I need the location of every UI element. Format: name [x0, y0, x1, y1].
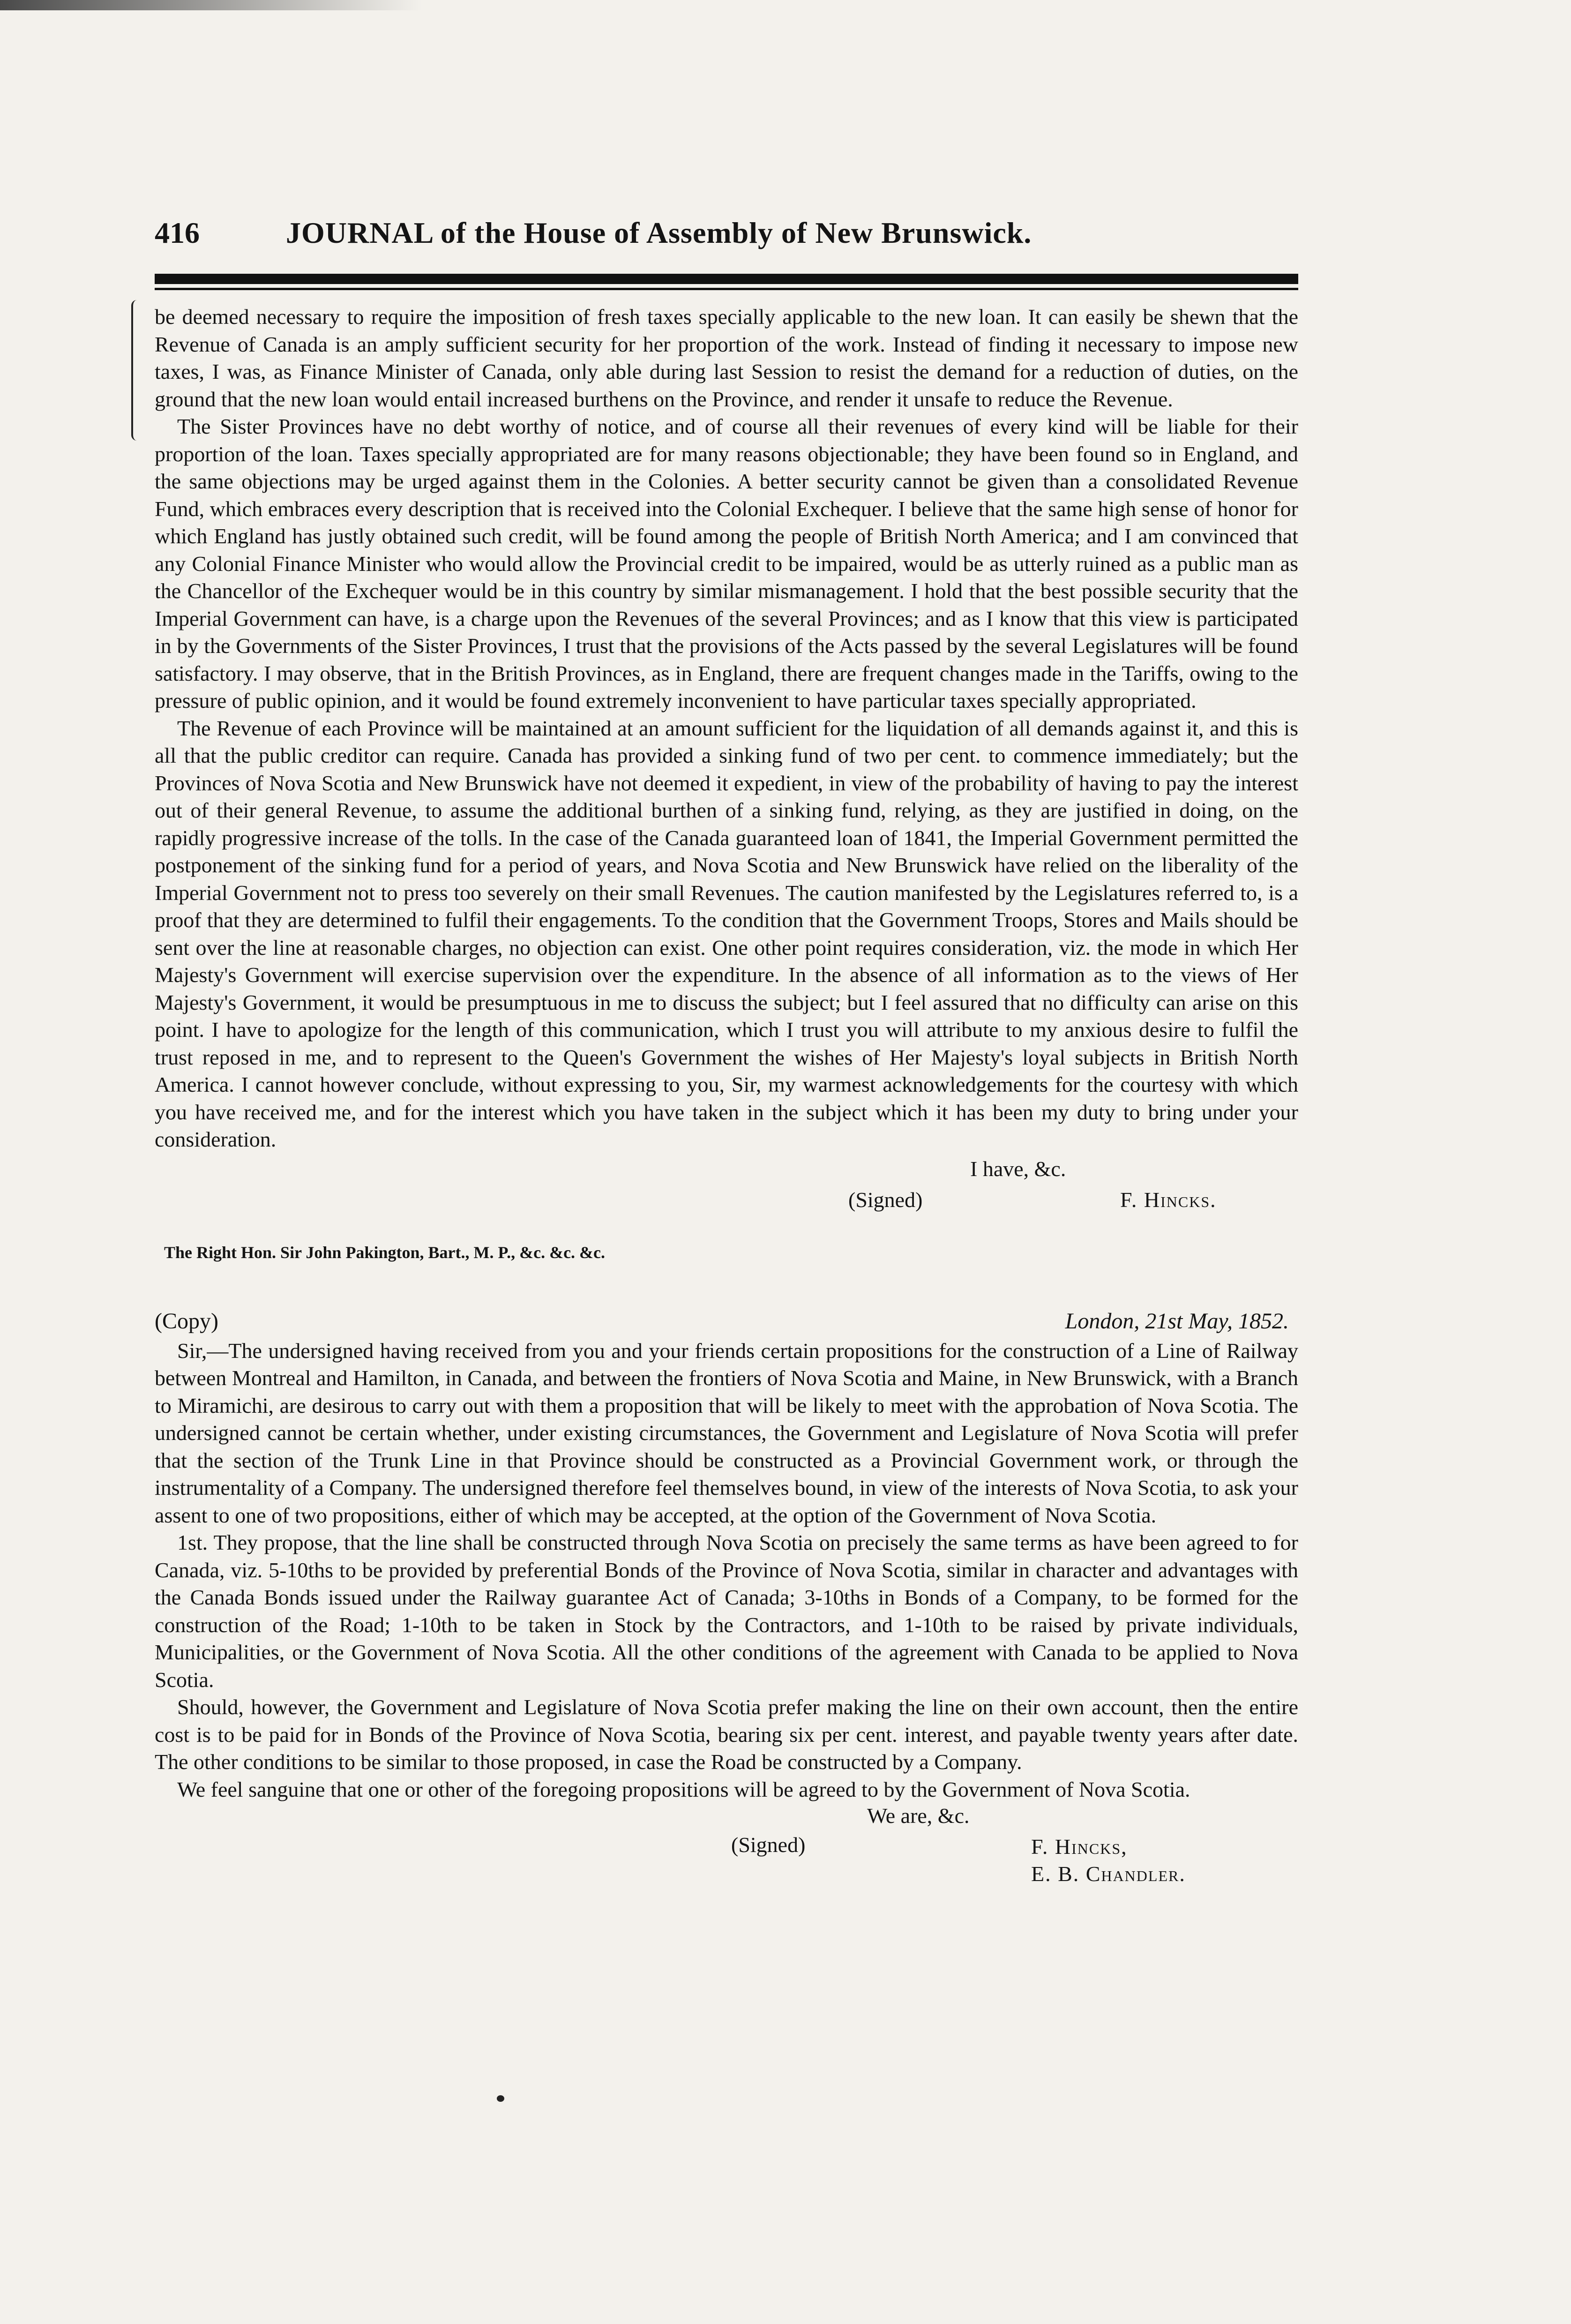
header-rule-thin — [155, 288, 1298, 290]
paragraph: Sir,—The undersigned having received from you and your friends certain propositions for the construction of a Line of Railway between Montreal and Hamilton, in Canada, and between the frontiers of Nova Scotia and Maine, in New Brunswick, with a Branch to Miramichi, are desirous to carry out with them a proposition that will be likely to meet with the approbation of Nova Scotia. The undersigned cannot be certain whether, under existing circumstances, the Government and Legislature of Nova Scotia will prefer that the section of the Trunk Line in that Province should be constructed as a Provincial Government work, or through the instrumentality of a Company. The undersigned therefore feel themselves bound, in view of the interests of Nova Scotia, to ask your assent to one of two propositions, either of which may be accepted, at the option of the Government of Nova Scotia. — [155, 1338, 1298, 1527]
closing-phrase: I have, &c. — [970, 1156, 1066, 1181]
copy-heading — [155, 1308, 1298, 1337]
addressee-line: The Right Hon. Sir John Pakington, Bart., M. P., &c. &c. &c. — [164, 1243, 606, 1262]
margin-pencil-mark — [131, 300, 137, 441]
signatory-name: F. Hincks. — [1120, 1187, 1217, 1212]
signature-block — [155, 1154, 1298, 1243]
paragraph: be deemed necessary to require the imposition of fresh taxes specially applicable to the new loan. It can easily be shewn that the Revenue of Canada is an amply sufficient security for her proportion of the work. Instead of finding it necessary to impose new taxes, I was, as Finance Minister of Canada, only able during last Session to resist the demand for a reduction of duties, on the ground that the new loan would entail increased burthens on the Province, and render it unsafe to reduce the Revenue. — [155, 305, 1298, 411]
page-header — [155, 216, 1298, 267]
ink-dot — [497, 2095, 504, 2102]
signatory-name: F. Hincks, — [1031, 1835, 1128, 1859]
paragraph: 1st. They propose, that the line shall be constructed through Nova Scotia on precisely the same terms as have been agreed to for Canada, viz. 5-10ths to be provided by preferential Bonds of the Province of Nova Scotia, similar in character and advantages with the Canada Bonds issued under the Railway guarantee Act of Canada; 3-10ths in Bonds of a Company, to be formed for the construction of the Road; 1-10th to be taken in Stock by the Contractors, and 1-10th to be raised by private individuals, Municipalities, or the Government of Nova Scotia. All the other conditions of the agreement with Canada to be applied to Nova Scotia. — [155, 1530, 1298, 1692]
paragraph: The Sister Provinces have no debt worthy of notice, and of course all their revenues of every kind will be liable for their proportion of the loan. Taxes specially appropriated are for many reasons objectionable; they have been found so in England, and the same objections may be urged against them in the Colonies. A better security cannot be given than a consolidated Revenue Fund, which embraces every description that is received into the Colonial Exchequer. I believe that the same high sense of honor for which England has justly obtained such credit, will be found among the people of British North America; and I am convinced that any Colonial Finance Minister who would allow the Provincial credit to be impaired, would be as utterly ruined as a public man as the Chancellor of the Exchequer would be in this country by similar mismanagement. I hold that the best possible security that the Imperial Government can have, is a charge upon the Revenues of the several Provinces; and as I know that this view is participated in by the Governments of the Sister Provinces, I trust that the provisions of the Acts passed by the several Legislatures will be found satisfactory. I may observe, that in the British Provinces, as in England, there are frequent changes made in the Tariffs, owing to the pressure of public opinion, and it would be found extremely inconvenient to have particular taxes specially appropriated. — [155, 414, 1298, 712]
signatory-name: E. B. Chandler. — [1031, 1862, 1186, 1886]
running-head: JOURNAL of the House of Assembly of New Brunswick. — [286, 216, 1032, 249]
paragraph: The Revenue of each Province will be maintained at an amount sufficient for the liquidation of all demands against it, and this is all that the public creditor can require. Canada has provided a sinking fund of two per cent. to commence immediately; but the Provinces of Nova Scotia and New Brunswick have not deemed it expedient, in view of the probability of having to pay the interest out of their general Revenue, to assume the additional burthen of a sinking fund, relying, as they are justified in doing, on the rapidly progressive increase of the tolls. In the case of the Canada guaranteed loan of 1841, the Imperial Government permitted the postponement of the sinking fund for a period of years, and Nova Scotia and New Brunswick have relied on the liberality of the Imperial Government not to press too severely on their small Revenues. The caution manifested by the Legislatures referred to, is a proof that they are determined to fulfil their engagements. To the condition that the Government Troops, Stores and Mails should be sent over the line at reasonable charges, no objection can exist. One other point requires consideration, viz. the mode in which Her Majesty's Government will exercise supervision over the expenditure. In the absence of all information as to the views of Her Majesty's Government, it would be presumptuous in me to discuss the subject; but I feel assured that no difficulty can arise on this point. I have to apologize for the length of this communication, which I trust you will attribute to my anxious desire to fulfil the trust reposed in me, and to represent to the Queen's Government the wishes of Her Majesty's loyal subjects in British North America. I cannot however conclude, without expressing to you, Sir, my warmest acknowledgements for the courtesy with which you have received me, and for the interest which you have taken in the subject which it has been my duty to bring under your consideration. — [155, 716, 1298, 1151]
scan-edge-shadow — [0, 0, 422, 10]
signed-label: (Signed) — [848, 1187, 923, 1212]
page-number: 416 — [155, 216, 200, 249]
journal-page — [155, 216, 1298, 1886]
header-rule-thick — [155, 274, 1298, 284]
letter-proposition-body — [155, 1337, 1298, 1804]
closing-phrase: We are, &c. — [867, 1804, 970, 1828]
copy-label: (Copy) — [155, 1308, 218, 1334]
signed-label: (Signed) — [731, 1833, 806, 1857]
paragraph: We feel sanguine that one or other of the foregoing propositions will be agreed to by the Government of Nova Scotia. — [177, 1777, 1190, 1801]
paragraph: Should, however, the Government and Legislature of Nova Scotia prefer making the line on their own account, then the entire cost is to be paid for in Bonds of the Province of Nova Scotia, bearing six per cent. interest, and payable twenty years after date. The other conditions to be similar to those proposed, in case the Road be constructed by a Company. — [155, 1695, 1298, 1774]
letter-hincks-body — [155, 303, 1298, 1154]
letter-date: London, 21st May, 1852. — [1065, 1308, 1289, 1334]
closing-signature-block — [155, 1803, 1298, 1886]
